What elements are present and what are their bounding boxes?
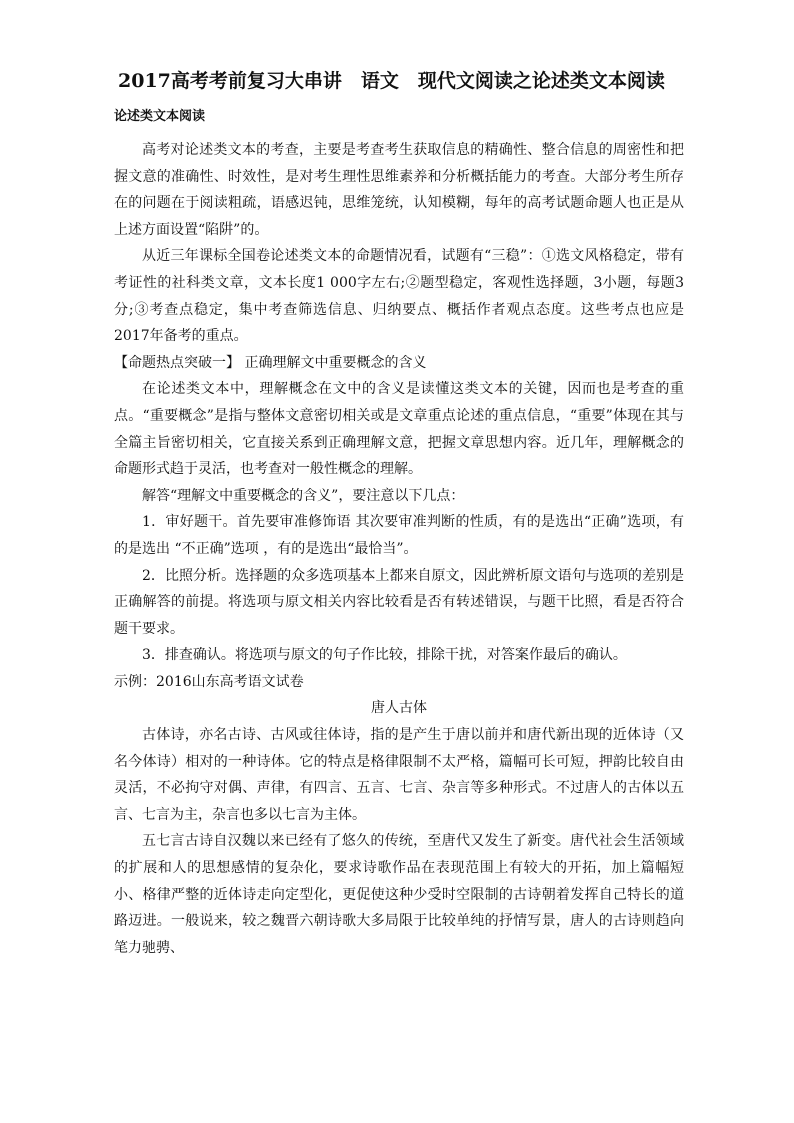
article-title: 唐人古体 [371,700,427,717]
article-paragraph-2: 五七言古诗自汉魏以来已经有了悠久的传统，至唐代又发生了新变。唐代社会生活领域的扩展和人的思想感情的复杂化，要求诗歌作品在表现范围上有较大的开拓，加上篇幅短小、格律严整的近体诗走向定型化，更促使这种少受时空限制的古诗朝着发挥自己特长的道路迈进。一般说来，较之魏晋六朝诗歌大多局限于比较单纯的抒情写景，唐人的古诗则趋向笔力驰骋、 [114,833,684,956]
example-source: 示例：2016山东高考语文试卷 [114,673,304,690]
paragraph-intro: 高考对论述类文本的考查，主要是考查考生获取信息的精确性、整合信息的周密性和把握文意的准确性、时效性，是对考生理性思维素养和分析概括能力的考查。大部分考生所存在的问题在于阅读粗疏，语感迟钝，思维笼统，认知模糊，每年的高考试题命题人也正是从上述方面设置“陷阱”的。 [114,142,684,238]
section-subtitle: 论述类文本阅读 [114,109,206,124]
paragraph-concepts: 在论述类文本中，理解概念在文中的含义是读懂这类文本的关键，因而也是考查的重点。“重要概念”是指与整体文意密切相关或是文章重点论述的重点信息，“重要”体现在其与全篇主旨密切相关，它直接关系到正确理解文意，把握文章思想内容。近几年，理解概念的命题形式趋于灵活，也考查对一般性概念的理解。 [114,381,684,478]
list-item-2: 2．比照分析。选择题的众多选项基本上都来自原文，因此辨析原文语句与选项的差别是正确解答的前提。将选项与原文相关内容比较看是否有转述错误，与题干比照，看是否符合题干要求。 [114,567,684,637]
page-title: 2017高考考前复习大串讲 语文 现代文阅读之论述类文本阅读 [118,70,665,92]
article-paragraph-1: 古体诗，亦名古诗、古风或往体诗，指的是产生于唐以前并和唐代新出现的近体诗（又名今体诗）相对的一种诗体。它的特点是格律限制不太严格，篇幅可长可短，押韵比较自由灵活，不必拘守对偶、声律，有四言、五言、七言、杂言等多种形式。不过唐人的古体以五言、七言为主，杂言也多以七言为主体。 [114,727,684,823]
paragraph-answer-tips: 解答“理解文中重要概念的含义”，要注意以下几点： [142,487,465,504]
section-heading-breakthrough-one: 【命题热点突破一】 正确理解文中重要概念的含义 [114,354,427,371]
document-body [114,137,684,961]
list-item-1: 1．审好题干。首先要审准修饰语 其次要审准判断的性质，有的是选出“正确”选项，有的是选出 “不正确”选项 ，有的是选出“最恰当”。 [114,514,684,557]
paragraph-three-stable: 从近三年课标全国卷论述类文本的命题情况看，试题有“三稳”：①选文风格稳定，带有考证性的社科类文章，文本长度1 000字左右;②题型稳定，客观性选择题，3小题，每题3分;③考查点稳定，集中考查筛选信息、归纳要点、概括作者观点态度。这些考点也应是2017年备考的重点。 [114,248,684,345]
list-item-3: 3．排查确认。将选项与原文的句子作比较，排除干扰，对答案作最后的确认。 [142,647,627,664]
